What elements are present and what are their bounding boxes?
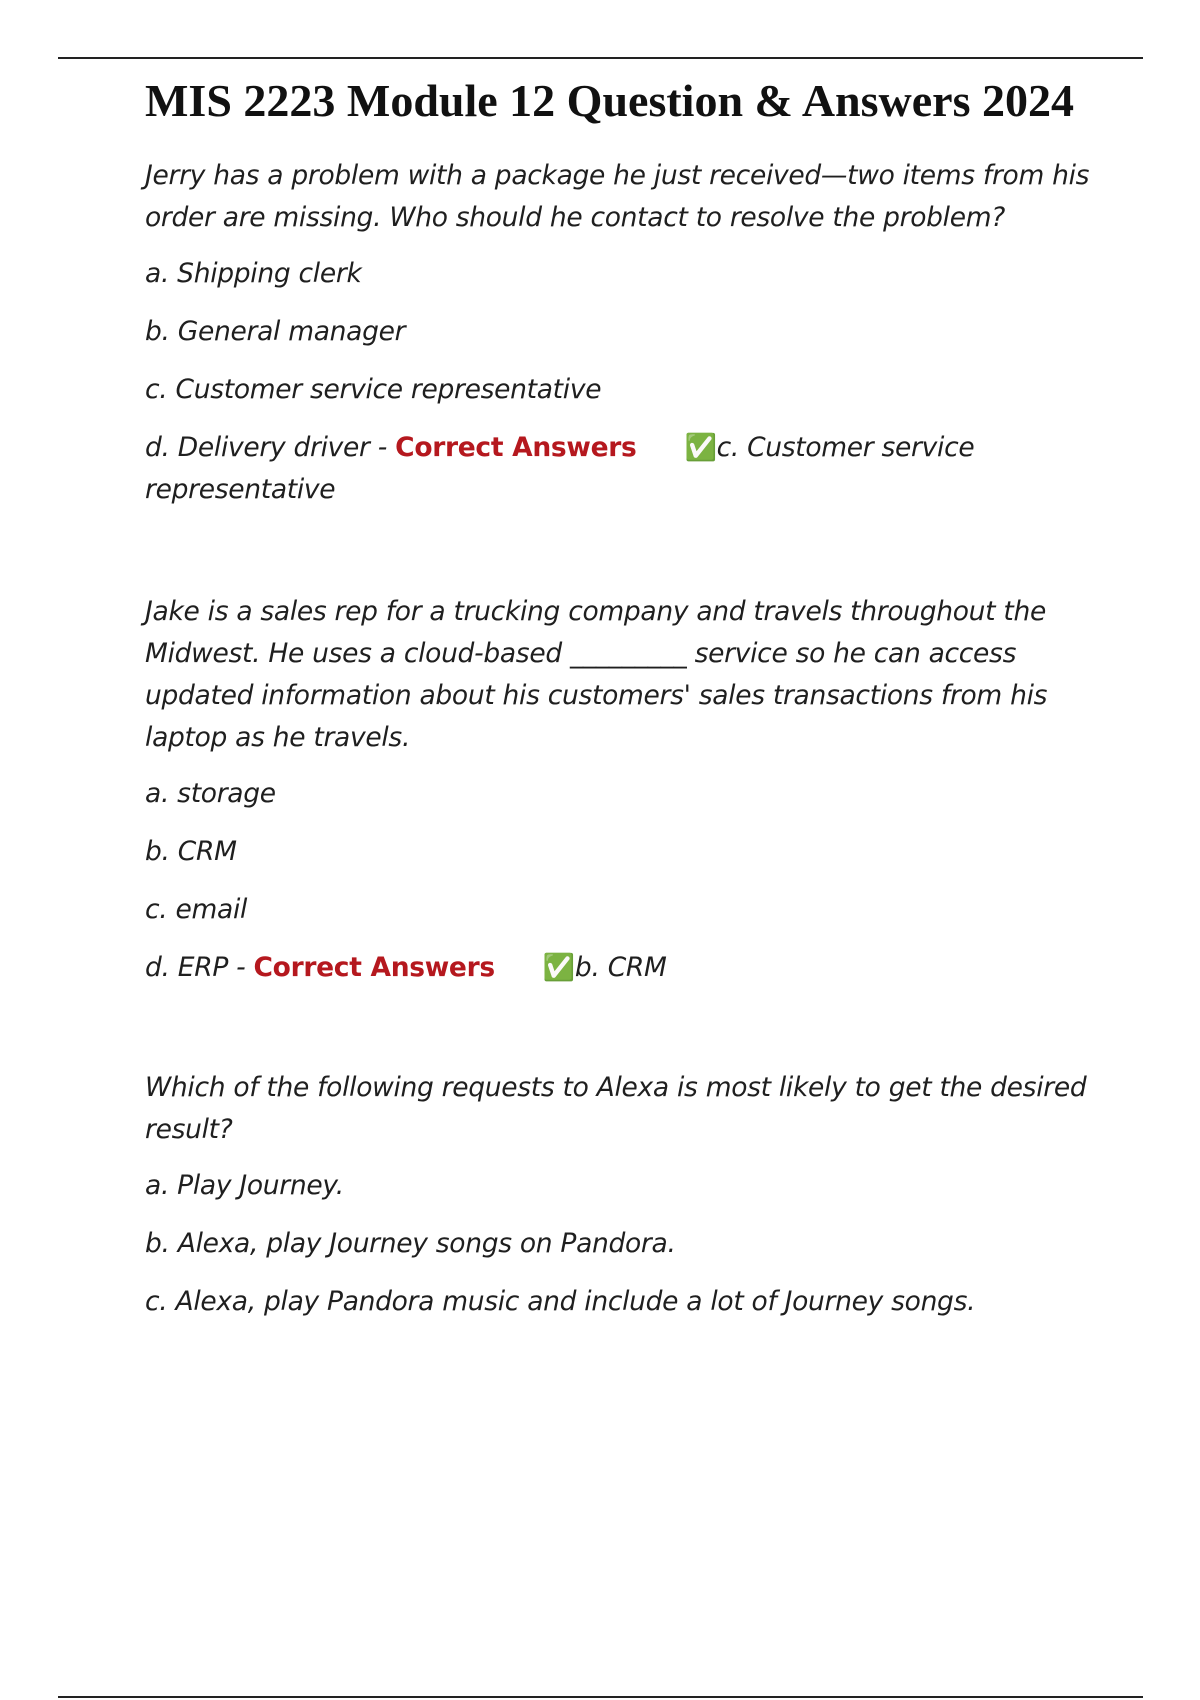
question-text: Which of the following requests to Alexa is most likely to get the desired result? — [145, 1072, 1087, 1145]
option-c: c. Alexa, play Pandora music and include a lot of Journey songs. — [145, 1286, 976, 1317]
page-title: MIS 2223 Module 12 Question & Answers 2024 — [145, 75, 1074, 126]
question-block-2 — [145, 591, 1095, 989]
question-text: Jake is a sales rep for a trucking company and travels throughout the Midwest. He uses a cloud-based _________ service so he can access updated information about his customers' sales transactions from his laptop as he travels. — [145, 596, 1048, 753]
check-icon: ✅ — [684, 433, 717, 463]
bottom-rule — [58, 1696, 1143, 1698]
spacer — [145, 989, 1095, 1067]
spacer — [145, 511, 1095, 591]
answer-text: c. Customer service representative — [145, 432, 975, 505]
option-c: c. email — [145, 894, 248, 925]
document-body — [145, 72, 1095, 1339]
option-d: d. ERP - — [145, 952, 246, 983]
option-d-with-answer — [145, 427, 1095, 511]
option-a: a. storage — [145, 778, 276, 809]
question-text: Jerry has a problem with a package he just received—two items from his order are missing. Who should he contact to resolve the problem? — [145, 160, 1090, 233]
option-a: a. Shipping clerk — [145, 258, 362, 289]
top-rule — [58, 57, 1143, 59]
check-icon: ✅ — [542, 953, 575, 983]
option-d: d. Delivery driver - — [145, 432, 388, 463]
option-d-with-answer — [145, 947, 1095, 989]
option-b: b. General manager — [145, 316, 406, 347]
correct-answers-label: Correct Answers — [395, 432, 637, 463]
question-block-1 — [145, 155, 1095, 511]
option-b: b. CRM — [145, 836, 237, 867]
correct-answers-label: Correct Answers — [253, 952, 495, 983]
answer-text: b. CRM — [574, 952, 667, 983]
option-c: c. Customer service representative — [145, 374, 602, 405]
option-b: b. Alexa, play Journey songs on Pandora. — [145, 1228, 676, 1259]
option-a: a. Play Journey. — [145, 1170, 344, 1201]
question-block-3 — [145, 1067, 1095, 1323]
